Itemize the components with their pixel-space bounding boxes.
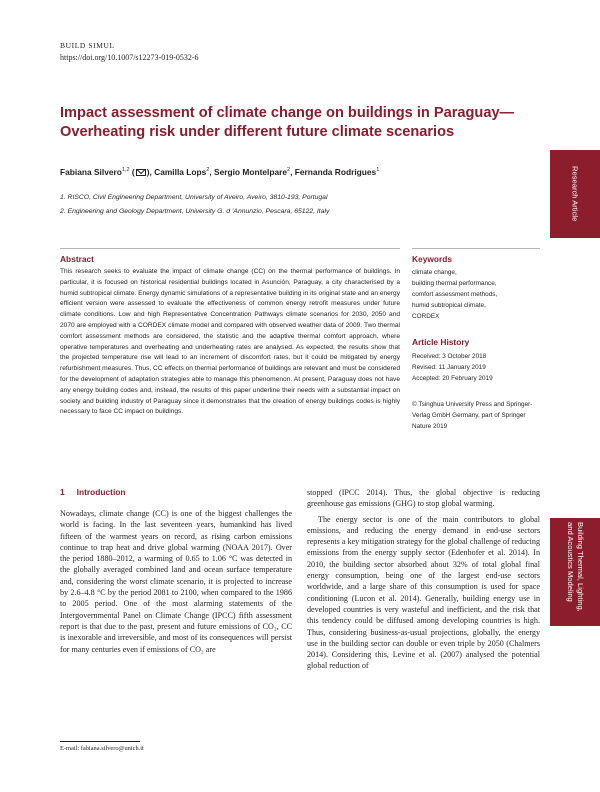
- paper-title: Impact assessment of climate change on buildings in Paraguay—Overheating risk under different future climate scenarios: [60, 105, 515, 140]
- history-item: Received: 3 October 2018: [412, 353, 487, 360]
- envelope-icon[interactable]: [136, 169, 146, 176]
- subject-category-tab: Building Thermal, Lighting, and Acoustics Modeling: [550, 518, 600, 626]
- article-history-heading: Article History: [412, 337, 470, 347]
- keyword-item: humid subtropical climate,: [412, 302, 486, 309]
- body-column-left: [60, 508, 292, 655]
- author-affiliation-mark: 1,2: [121, 167, 130, 174]
- history-item: Revised: 11 January 2019: [412, 364, 486, 371]
- keywords-divider: [412, 248, 540, 249]
- journal-name: BUILD SIMUL: [60, 41, 115, 50]
- author-list: Fabiana Silvero$^{1,2}$ ( ), Camilla Lops$^2$, Sergio Montelpare$^2$, Fernanda Rodrigues$^1$: [60, 167, 380, 177]
- author-name: Fabiana Silvero: [60, 167, 122, 177]
- keywords-list: [412, 267, 542, 322]
- keyword-item: comfort assessment methods,: [412, 291, 498, 298]
- abstract-divider: [60, 248, 400, 249]
- author-name: Fernanda Rodrigues: [294, 167, 377, 177]
- affiliation-2: 2. Engineering and Geology Department, University G. d ’Annunzio, Pescara, 65122, Italy: [60, 208, 330, 215]
- article-history-list: [412, 351, 493, 384]
- author-affiliation-mark: 2: [206, 167, 210, 174]
- footnote-divider: [60, 741, 140, 742]
- body-paragraph: stopped (IPCC 2014). Thus, the global objective is reducing greenhouse gas emissions (GHG) to stop global warming.: [307, 488, 540, 509]
- introduction-heading: [60, 487, 126, 497]
- keyword-item: CORDEX: [412, 313, 440, 320]
- affiliation-1: 1. RISCO, Civil Engineering Department, University of Aveiro, Aveiro, 3810-193, Portugal: [60, 194, 328, 201]
- author-name: Sergio Montelpare: [213, 167, 288, 177]
- body-paragraph: Nowadays, climate change (CC) is one of the biggest challenges the world is facing. In the last seventeen years, humankind has lived fifteen of the warmest years on record, as rising carbon emissions continue to trap heat and drive global warming (NOAA 2017). Over the period 1880–2012, a warming of 0.65 to 1.06 °C was detected in the globally averaged combined land and ocean surface temperature and, considering the worst climate scenario, it is projected to increase by 2.6–4.8 °C by the period 2081 to 2100, when compared to the 1986 to 2005 period. One of the most alarming statements of the Intergovernmental Panel on Climate Change (IPCC) fifth assessment report is that due to the past, present and future emissions of CO₂, CC is inexorable and irreversible, and most of its consequences will persist for many centuries even if emissions of CO₂ are: [60, 509, 292, 654]
- copyright-notice: © Tsinghua University Press and Springer-Verlag GmbH Germany, part of Springer Nature 2019: [412, 401, 533, 430]
- body-paragraph: The energy sector is one of the main contributors to global emissions, and reducing the energy demand in end-use sectors represents a key mitigation strategy for the global challenge of reducing emissions from the energy supply sector (Edenhofer et al. 2014). In 2010, the building sector absorbed about 32% of total global final energy consumption, being one of the largest end-use sectors worldwide, and a large share of this consumption is used for space conditioning (Lucon et al. 2014). Generally, building energy use in developed countries is very wasteful and inefficient, and the risk that this tendency could be diffused among developing countries is high. Thus, considering business-as-usual projections, globally, the energy use in the building sector can double or even triple by 2050 (Chalmers 2014). Considering this, Levine et al. (2007) analysed the potential global reduction of: [307, 514, 540, 671]
- section-number: 1: [60, 487, 65, 497]
- keyword-item: building thermal performance,: [412, 280, 497, 287]
- keyword-item: climate change,: [412, 269, 457, 276]
- research-article-tab: Research Article: [550, 150, 600, 238]
- abstract-heading: Abstract: [60, 254, 94, 264]
- doi-link[interactable]: https://doi.org/10.1007/s12273-019-0532-6: [60, 53, 199, 62]
- history-item: Accepted: 20 February 2019: [412, 375, 493, 382]
- author-affiliation-mark: 1: [376, 167, 380, 174]
- section-title: Introduction: [76, 487, 126, 497]
- author-name: Camilla Lops: [154, 167, 207, 177]
- body-column-right: [307, 487, 540, 672]
- keywords-heading: Keywords: [412, 254, 453, 264]
- author-affiliation-mark: 2: [287, 167, 291, 174]
- abstract-text: This research seeks to evaluate the impact of climate change (CC) on the thermal performance of buildings. In particular, it is focused on historical residential buildings located in Asunción, Paraguay, a city characterised by a humid subtropical climate. Energy dynamic simulations of a representative building in its original state and an energy efficient version were assessed to evaluate the effectiveness of common energy retrofit measures under future climate conditions. Low and high Representative Concentration Pathways climate scenarios for 2030, 2050 and 2070 are employed with a CORDEX climate model and compared with observed weather data of 2009. Two thermal comfort assessment methods are considered, the statistic and the adaptive thermal comfort approach, where operative temperatures and overheating and underheating rates are analysed. As expected, the results show that the projected temperature rise will lead to an increment of discomfort rates, but it could be mitigated by energy refurbishment measures. Thus, CC effects on thermal performance of buildings are relevant and must be considered for the development of adaptation strategies able to manage this phenomenon. At present, Paraguay does not have any energy building codes and, instead, the results of this paper underline their needs with a substantial impact on society and building industry of Paraguay since it demonstrates that the creation of energy buildings codes is highly necessary to face CC impact on buildings.: [60, 268, 400, 416]
- corresponding-email[interactable]: E-mail: fabiana.silvero@unich.it: [60, 745, 144, 752]
